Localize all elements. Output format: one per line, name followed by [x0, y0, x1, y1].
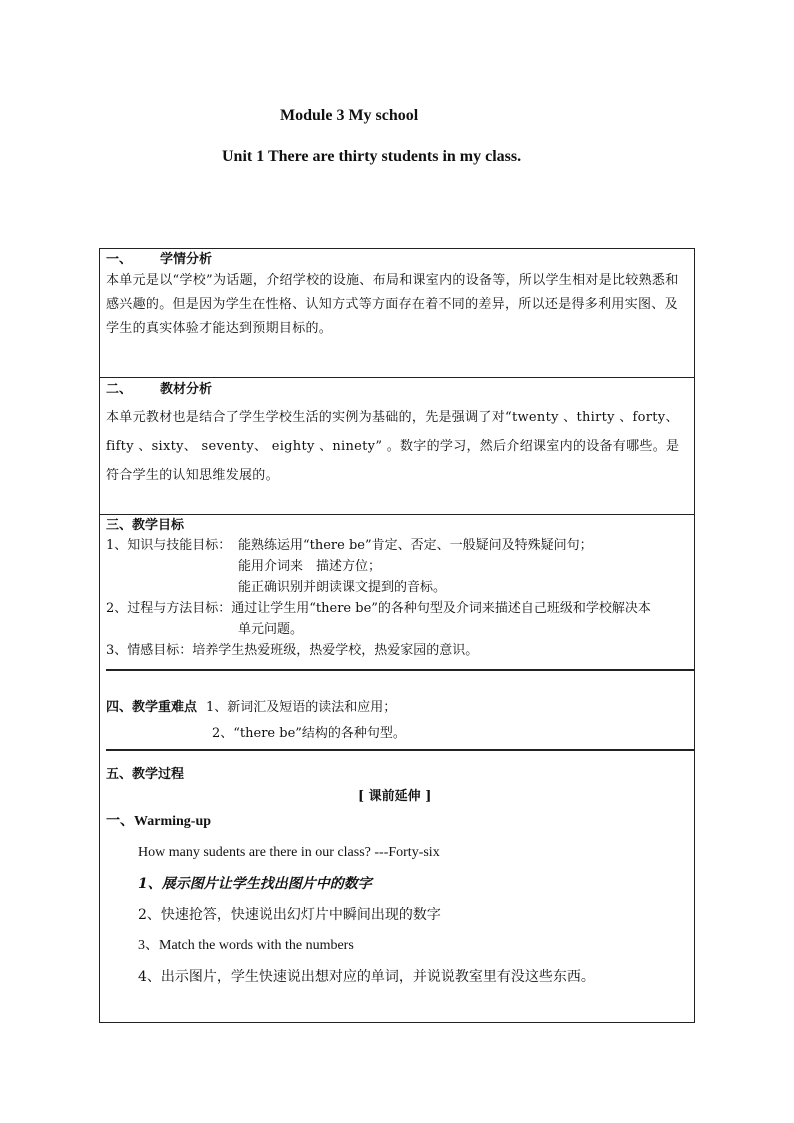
- key-point-2: 2、“there be”结构的各种句型。: [212, 726, 406, 741]
- step-1: 1、展示图片让学生找出图片中的数字: [138, 876, 372, 892]
- goal1-line2: 能用介词来 描述方位；: [238, 559, 382, 574]
- unit-title: Unit 1 There are thirty students in my class.: [222, 148, 522, 165]
- goal1-line3: 能正确识别并朗读课文提到的音标。: [238, 580, 447, 595]
- goal2-line1: 2、过程与方法目标：通过让学生用“there be”的各种句型及介词来描述自己班级和学校解决本: [106, 601, 651, 616]
- section1-body: 本单元是以“学校”为话题，介绍学校的设施、布局和课室内的设备等，所以学生相对是比较熟悉和感兴趣的。但是因为学生在性格、认知方式等方面存在着不同的差异，所以还是得多利用实图、及学生的真实体验才能达到预期目标的。: [106, 273, 679, 336]
- section2-heading: 教材分析: [160, 382, 213, 397]
- section-divider: [100, 514, 694, 515]
- goal2-line2: 单元问题。: [238, 622, 304, 637]
- pre-class-label: [ 课前延伸 ]: [358, 789, 432, 804]
- warmup-question: How many sudents are there in our class? ---Forty-six: [138, 845, 440, 860]
- section-divider: [106, 669, 694, 671]
- section2-body: 本单元教材也是结合了学生学校生活的实例为基础的，先是强调了对“twenty 、thirty 、forty、fifty 、sixty、 seventy、 eighty 、ninety” 。数字的学习，然后介绍课室内的设备有哪些。是符合学生的认知思维发展的。: [106, 410, 680, 483]
- lesson-plan-table: [99, 248, 695, 1023]
- step-2: 2、快速抢答，快速说出幻灯片中瞬间出现的数字: [138, 907, 441, 923]
- section2-heading-num: 二、: [106, 382, 133, 397]
- section-divider: [106, 749, 694, 751]
- step-3: 3、Match the words with the numbers: [138, 938, 354, 953]
- section3-heading: 三、教学目标: [106, 518, 185, 533]
- step-4: 4、出示图片，学生快速说出想对应的单词，并说说教室里有没这些东西。: [138, 969, 595, 985]
- section5-heading: 五、教学过程: [106, 767, 185, 782]
- section1-heading-num: 一、: [106, 252, 133, 267]
- warmup-heading: 一、Warming-up: [106, 814, 212, 829]
- module-title: Module 3 My school: [280, 107, 419, 124]
- section-divider: [100, 377, 694, 378]
- key-point-1: 1、新词汇及短语的读法和应用；: [206, 700, 397, 715]
- section1-heading: 学情分析: [160, 252, 213, 267]
- goal3: 3、情感目标：培养学生热爱班级，热爱学校，热爱家园的意识。: [106, 643, 479, 658]
- goal1-line1: 能熟练运用“there be”肯定、否定、一般疑问及特殊疑问句；: [238, 538, 593, 553]
- section4-heading: 四、教学重难点: [106, 700, 198, 715]
- goal1-label: 1、知识与技能目标：: [106, 538, 232, 553]
